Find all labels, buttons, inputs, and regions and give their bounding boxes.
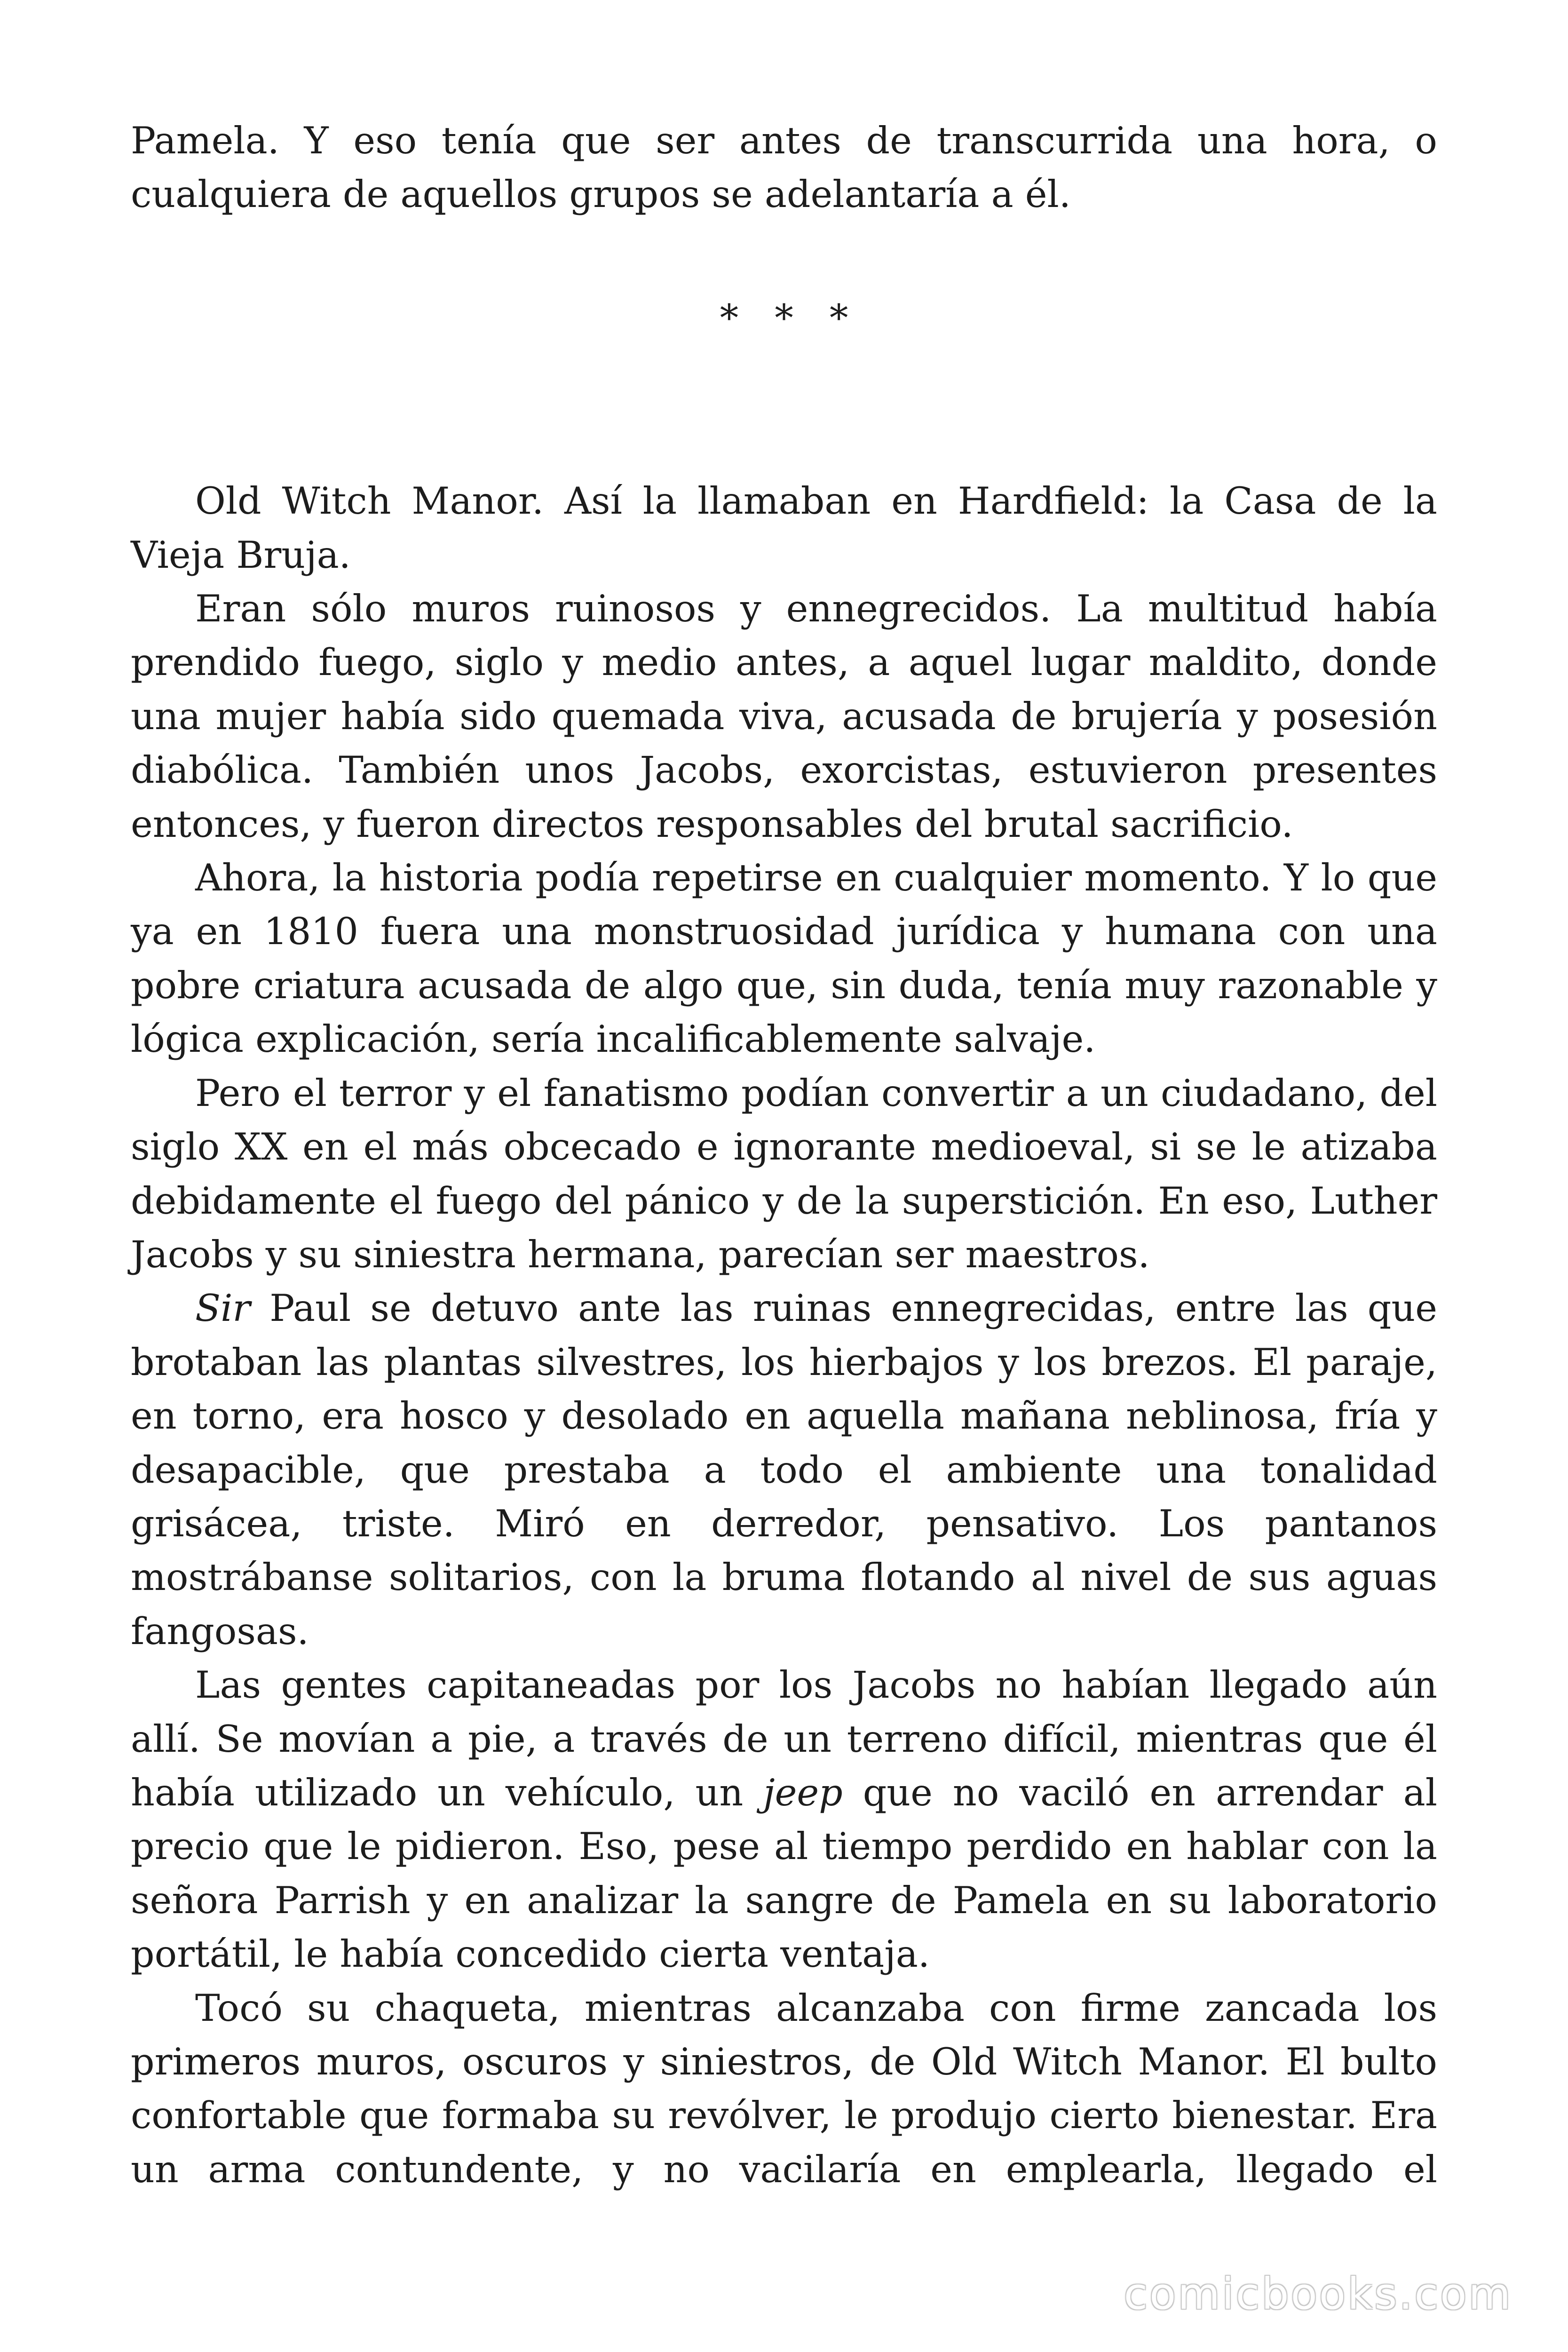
italic-sir: Sir bbox=[195, 1287, 251, 1330]
paragraph-3: Ahora, la historia podía repetirse en cualquier momento. Y lo que ya en 1810 fuera una monstruosidad jurídica y humana con una pobre criatura acusada de algo que, sin duda, tenía muy razonable y lógica explicación, sería incalificablemente salvaje. bbox=[131, 856, 1437, 1061]
paragraph-7: Tocó su chaqueta, mientras alcanzaba con firme zancada los primeros muros, oscuros y siniestros, de Old Witch Manor. El bulto confortable que formaba su revólver, le produjo cierto bienestar. Era un arma contundente, y no vacilaría en emplearla, llegado el bbox=[131, 1986, 1437, 2191]
paragraph-5 bbox=[131, 1281, 1437, 1658]
paragraph-6 bbox=[131, 1658, 1437, 1981]
paragraph-6-text-a: Las gentes capitaneadas por los Jacobs no habían llegado aún allí. Se movían a pie, a través de un terreno difícil, mientras que él había utilizado un vehículo, un bbox=[131, 1663, 1437, 1814]
page-text bbox=[131, 114, 1437, 2196]
paragraph-1: Old Witch Manor. Así la llamaban en Hardfield: la Casa de la Vieja Bruja. bbox=[131, 479, 1437, 577]
opening-paragraph: Pamela. Y eso tenía que ser antes de transcurrida una hora, o cualquiera de aquellos grupos se adelantaría a él. bbox=[131, 119, 1437, 216]
section-separator: * * * bbox=[720, 296, 861, 340]
watermark: comicbooks.com bbox=[1124, 2269, 1513, 2319]
paragraph-2: Eran sólo muros ruinosos y ennegrecidos. La multitud había prendido fuego, siglo y medio antes, a aquel lugar maldito, donde una mujer había sido quemada viva, acusada de brujería y posesión diabólica. También unos Jacobs, exorcistas, estuvieron presentes entonces, y fueron directos responsables del brutal sacrificio. bbox=[131, 587, 1437, 846]
paragraph-5-text: Paul se detuvo ante las ruinas ennegrecidas, entre las que brotaban las plantas silvestres, los hierbajos y los brezos. El paraje, en torno, era hosco y desolado en aquella mañana neblinosa, fría y desapacible, que prestaba a todo el ambiente una tonalidad grisácea, triste. Miró en derredor, pensativo. Los pantanos mostrábanse solitarios, con la bruma flotando al nivel de sus aguas fangosas. bbox=[131, 1287, 1437, 1653]
paragraph-4: Pero el terror y el fanatismo podían convertir a un ciudadano, del siglo XX en el más obcecado e ignorante medioeval, si se le atizaba debidamente el fuego del pánico y de la superstición. En eso, Luther Jacobs y su siniestra hermana, parecían ser maestros. bbox=[131, 1071, 1437, 1276]
paragraph-6-text-b: que no vaciló en arrendar al precio que le pidieron. Eso, pese al tiempo perdido en hablar con la señora Parrish y en analizar la sangre de Pamela en su laboratorio portátil, le había concedido cierta ventaja. bbox=[131, 1771, 1437, 1976]
italic-jeep: jeep bbox=[763, 1771, 843, 1814]
